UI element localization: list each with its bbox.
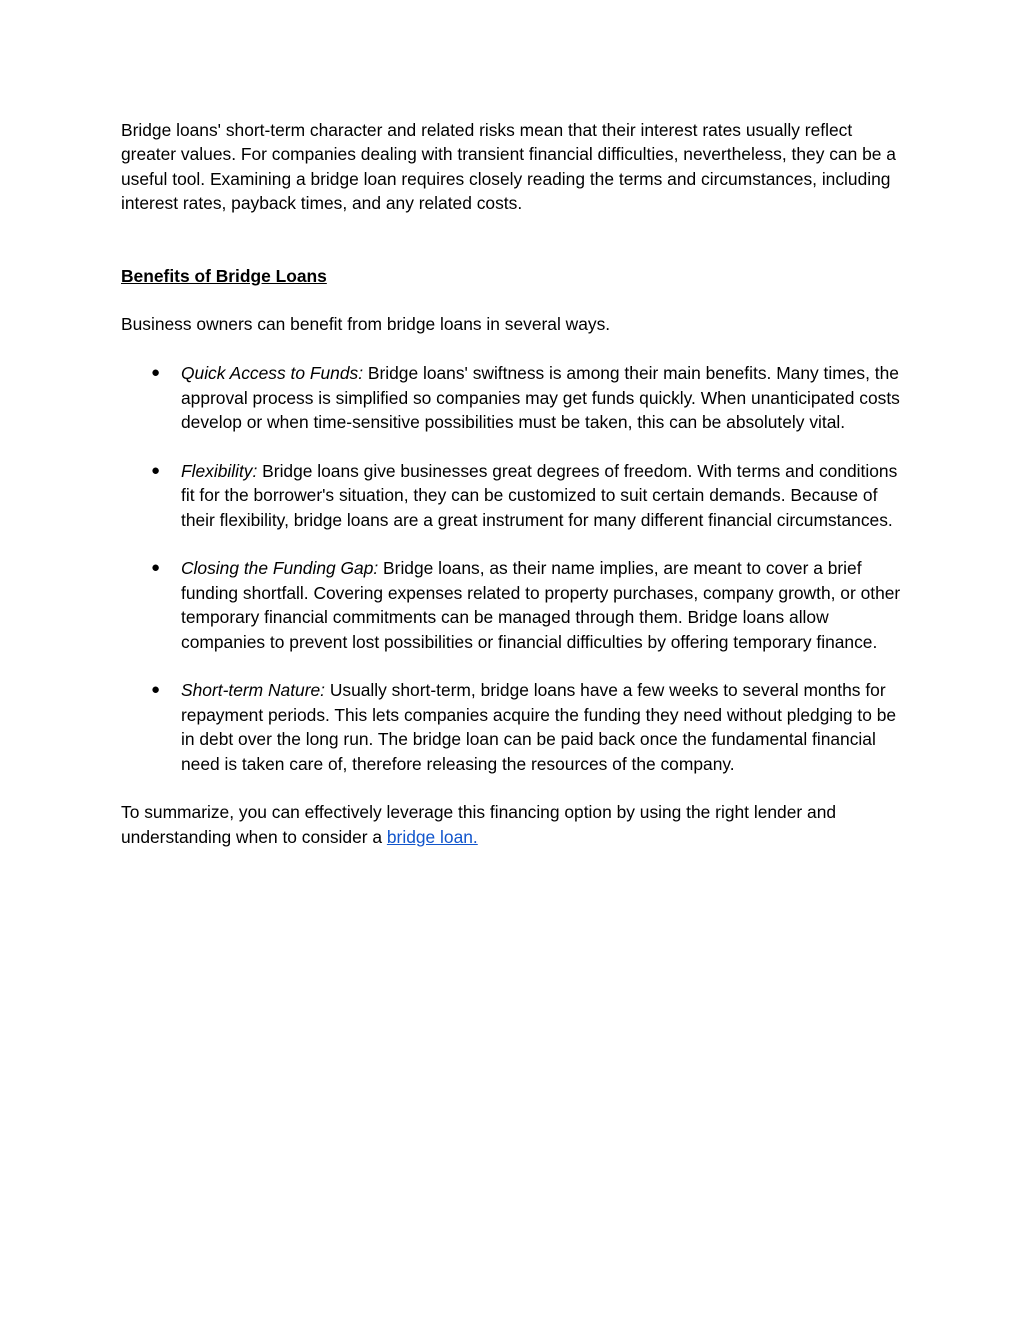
list-item [121,556,911,654]
summary-text: To summarize, you can effectively leverage this financing option by using the right lender and understanding when to consider a [121,802,837,847]
summary-paragraph [121,800,911,849]
intro-paragraph: Bridge loans' short-term character and related risks mean that their interest rates usually reflect greater values. For companies dealing with transient financial difficulties, nevertheless, they can be a useful tool. Examining a bridge loan requires closely reading the terms and circumstances, including interest rates, payback times, and any related costs. [121,120,896,214]
bridge-loan-link[interactable]: bridge loan. [386,826,478,847]
benefits-list [121,361,911,776]
document-page [121,118,911,849]
list-item [121,678,911,776]
benefit-term: Closing the Funding Gap: [181,558,379,579]
bullet-icon: ● [151,559,161,577]
benefit-text: Bridge loans' swiftness is among their main benefits. Many times, the approval process is simplified so companies may get funds quickly. When unanticipated costs develop or when time-sensitive possibilities must be taken, this can be absolutely vital. [181,363,900,433]
benefit-text: Bridge loans, as their name implies, are meant to cover a brief funding shortfall. Covering expenses related to property purchases, company growth, or other temporary financial commitments can be managed through them. Bridge loans allow companies to prevent lost possibilities or financial difficulties by offering temporary finance. [181,558,901,652]
benefit-term: Short-term Nature: [181,680,325,701]
benefit-text: Usually short-term, bridge loans have a few weeks to several months for repayment periods. This lets companies acquire the funding they need without pledging to be in debt over the long run. The bridge loan can be paid back once the fundamental financial need is taken care of, therefore releasing the resources of the company. [181,680,897,774]
benefit-term: Flexibility: [181,460,258,481]
bullet-icon: ● [151,681,161,699]
bullet-icon: ● [151,461,161,479]
benefit-term: Quick Access to Funds: [181,363,364,384]
section-heading: Benefits of Bridge Loans [121,265,327,286]
bullet-icon: ● [151,364,161,382]
lead-paragraph: Business owners can benefit from bridge loans in several ways. [121,314,611,335]
benefit-text: Bridge loans give businesses great degrees of freedom. With terms and conditions fit for the borrower's situation, they can be customized to suit certain demands. Because of their flexibility, bridge loans are a great instrument for many different financial circumstances. [181,460,898,530]
list-item [121,361,911,434]
list-item [121,459,911,532]
